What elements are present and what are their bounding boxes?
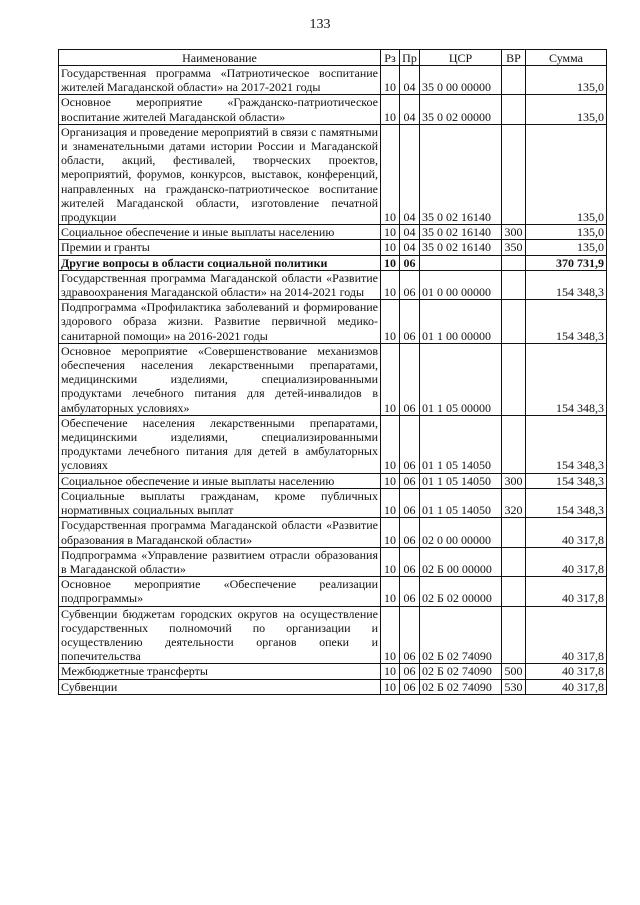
row-rz: 10 xyxy=(381,415,400,473)
row-csr: 35 0 02 00000 xyxy=(420,95,502,124)
row-sum: 135,0 xyxy=(526,95,607,124)
row-pr: 04 xyxy=(400,240,420,255)
table-row xyxy=(59,664,607,679)
row-pr: 06 xyxy=(400,473,420,488)
table-row xyxy=(59,95,607,124)
table-row xyxy=(59,343,607,415)
row-pr: 06 xyxy=(400,664,420,679)
row-vr: 530 xyxy=(502,679,526,694)
row-sum: 154 348,3 xyxy=(526,488,607,517)
row-csr xyxy=(420,255,502,270)
row-vr xyxy=(502,547,526,576)
row-pr: 04 xyxy=(400,95,420,124)
row-sum: 135,0 xyxy=(526,124,607,224)
row-sum: 40 317,8 xyxy=(526,547,607,576)
row-pr: 06 xyxy=(400,270,420,299)
header-sum: Сумма xyxy=(526,50,607,66)
row-csr: 02 Б 02 00000 xyxy=(420,577,502,606)
row-pr: 06 xyxy=(400,547,420,576)
row-csr: 01 1 05 14050 xyxy=(420,415,502,473)
row-name: Социальное обеспечение и иные выплаты населению xyxy=(59,473,381,488)
row-rz: 10 xyxy=(381,300,400,344)
row-name: Социальные выплаты гражданам, кроме публичных нормативных социальных выплат xyxy=(59,488,381,517)
row-vr xyxy=(502,606,526,664)
row-rz: 10 xyxy=(381,577,400,606)
table-row xyxy=(59,300,607,344)
row-vr: 320 xyxy=(502,488,526,517)
row-sum: 40 317,8 xyxy=(526,518,607,547)
page-number: 133 xyxy=(309,17,331,32)
table-row xyxy=(59,606,607,664)
table-row xyxy=(59,124,607,224)
row-rz: 10 xyxy=(381,473,400,488)
row-rz: 10 xyxy=(381,606,400,664)
header-name: Наименование xyxy=(59,50,381,66)
row-vr: 300 xyxy=(502,473,526,488)
row-pr: 06 xyxy=(400,606,420,664)
row-vr xyxy=(502,577,526,606)
row-pr: 04 xyxy=(400,124,420,224)
row-rz: 10 xyxy=(381,270,400,299)
row-sum: 135,0 xyxy=(526,240,607,255)
row-rz: 10 xyxy=(381,518,400,547)
row-name: Государственная программа «Патриотическое воспитание жителей Магаданской области» на 2017-2021 годы xyxy=(59,66,381,95)
row-name: Межбюджетные трансферты xyxy=(59,664,381,679)
row-pr: 06 xyxy=(400,518,420,547)
table-row xyxy=(59,577,607,606)
row-sum: 40 317,8 xyxy=(526,679,607,694)
header-csr: ЦСР xyxy=(420,50,502,66)
row-pr: 06 xyxy=(400,415,420,473)
row-pr: 06 xyxy=(400,300,420,344)
row-sum: 135,0 xyxy=(526,225,607,240)
row-rz: 10 xyxy=(381,225,400,240)
row-pr: 04 xyxy=(400,225,420,240)
table-body xyxy=(59,66,607,695)
row-sum: 135,0 xyxy=(526,66,607,95)
row-csr: 02 Б 00 00000 xyxy=(420,547,502,576)
row-csr: 01 1 00 00000 xyxy=(420,300,502,344)
budget-table xyxy=(58,49,607,695)
row-csr: 01 1 05 14050 xyxy=(420,473,502,488)
row-csr: 35 0 00 00000 xyxy=(420,66,502,95)
table-row xyxy=(59,270,607,299)
table-row xyxy=(59,225,607,240)
row-name: Подпрограмма «Профилактика заболеваний и формирование здорового образа жизни. Развитие первичной медико-санитарной помощи» на 2016-2021 годы xyxy=(59,300,381,344)
row-pr: 06 xyxy=(400,255,420,270)
row-rz: 10 xyxy=(381,240,400,255)
row-csr: 02 Б 02 74090 xyxy=(420,664,502,679)
row-name: Другие вопросы в области социальной политики xyxy=(59,255,381,270)
row-name: Государственная программа Магаданской области «Развитие образования в Магаданской области» xyxy=(59,518,381,547)
row-pr: 06 xyxy=(400,488,420,517)
row-name: Основное мероприятие «Гражданско-патриотическое воспитание жителей Магаданской области» xyxy=(59,95,381,124)
row-csr: 01 1 05 14050 xyxy=(420,488,502,517)
row-vr xyxy=(502,270,526,299)
row-rz: 10 xyxy=(381,664,400,679)
row-rz: 10 xyxy=(381,66,400,95)
table-row xyxy=(59,66,607,95)
row-pr: 06 xyxy=(400,577,420,606)
table-row xyxy=(59,415,607,473)
row-vr xyxy=(502,343,526,415)
row-name: Субвенции xyxy=(59,679,381,694)
row-rz: 10 xyxy=(381,488,400,517)
row-name: Субвенции бюджетам городских округов на осуществление государственных полномочий по организации и осуществлению деятельности органов опеки и попечительства xyxy=(59,606,381,664)
row-name: Организация и проведение мероприятий в связи с памятными и знаменательными датами истории России и Магаданской области, акций, фестивалей, творческих проектов, мероприятий, форумов, конкурсов, выставок, конференций, направленных на гражданско-патриотическое воспитание жителей Магаданской области, изготовление печатной продукции xyxy=(59,124,381,224)
table-row xyxy=(59,518,607,547)
table-row xyxy=(59,473,607,488)
row-sum: 40 317,8 xyxy=(526,577,607,606)
row-name: Социальное обеспечение и иные выплаты населению xyxy=(59,225,381,240)
row-name: Государственная программа Магаданской области «Развитие здравоохранения Магаданской области» на 2014-2021 годы xyxy=(59,270,381,299)
row-sum: 154 348,3 xyxy=(526,270,607,299)
row-vr xyxy=(502,255,526,270)
row-name: Обеспечение населения лекарственными препаратами, медицинскими изделиями, специализированными продуктами лечебного питания для детей в амбулаторных условиях xyxy=(59,415,381,473)
row-rz: 10 xyxy=(381,255,400,270)
header-pr: Пр xyxy=(400,50,420,66)
row-vr xyxy=(502,518,526,547)
row-sum: 154 348,3 xyxy=(526,300,607,344)
row-csr: 35 0 02 16140 xyxy=(420,240,502,255)
row-vr xyxy=(502,66,526,95)
header-rz: Рз xyxy=(381,50,400,66)
row-csr: 35 0 02 16140 xyxy=(420,225,502,240)
row-vr: 300 xyxy=(502,225,526,240)
row-sum: 154 348,3 xyxy=(526,415,607,473)
row-csr: 02 Б 02 74090 xyxy=(420,606,502,664)
header-vr: ВР xyxy=(502,50,526,66)
row-csr: 35 0 02 16140 xyxy=(420,124,502,224)
row-pr: 06 xyxy=(400,343,420,415)
row-rz: 10 xyxy=(381,343,400,415)
row-csr: 02 0 00 00000 xyxy=(420,518,502,547)
row-rz: 10 xyxy=(381,124,400,224)
table-row xyxy=(59,255,607,270)
row-vr: 500 xyxy=(502,664,526,679)
row-sum: 40 317,8 xyxy=(526,664,607,679)
row-csr: 02 Б 02 74090 xyxy=(420,679,502,694)
row-sum: 154 348,3 xyxy=(526,343,607,415)
row-rz: 10 xyxy=(381,95,400,124)
row-rz: 10 xyxy=(381,679,400,694)
row-vr: 350 xyxy=(502,240,526,255)
row-sum: 370 731,9 xyxy=(526,255,607,270)
row-vr xyxy=(502,415,526,473)
row-name: Основное мероприятие «Совершенствование механизмов обеспечения населения лекарственными препаратами, медицинскими изделиями, специализированными продуктами лечебного питания для детей-инвалидов в амбулаторных условиях» xyxy=(59,343,381,415)
row-pr: 04 xyxy=(400,66,420,95)
row-vr xyxy=(502,300,526,344)
table-row xyxy=(59,240,607,255)
row-vr xyxy=(502,95,526,124)
row-vr xyxy=(502,124,526,224)
row-csr: 01 0 00 00000 xyxy=(420,270,502,299)
row-csr: 01 1 05 00000 xyxy=(420,343,502,415)
row-name: Премии и гранты xyxy=(59,240,381,255)
row-pr: 06 xyxy=(400,679,420,694)
row-name: Основное мероприятие «Обеспечение реализации подпрограммы» xyxy=(59,577,381,606)
table-header-row xyxy=(59,50,607,66)
row-sum: 40 317,8 xyxy=(526,606,607,664)
row-name: Подпрограмма «Управление развитием отрасли образования в Магаданской области» xyxy=(59,547,381,576)
table-row xyxy=(59,547,607,576)
row-sum: 154 348,3 xyxy=(526,473,607,488)
table-row xyxy=(59,488,607,517)
row-rz: 10 xyxy=(381,547,400,576)
table-row xyxy=(59,679,607,694)
